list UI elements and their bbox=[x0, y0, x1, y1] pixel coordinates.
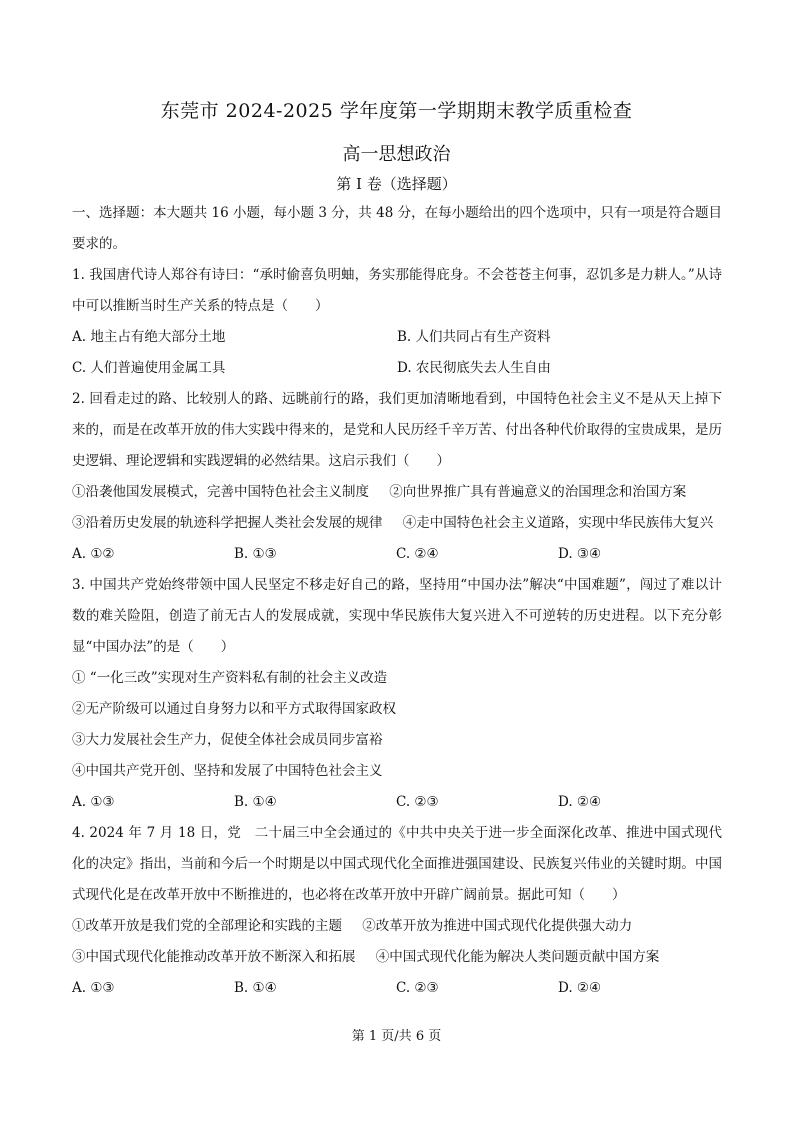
option-b: B. 人们共同占有生产资料 bbox=[397, 329, 551, 345]
question-stem: 4. 2024 年 7 月 18 日，党 二十届三中全会通过的《中共中央关于进一步全面深化改革、推进中国式现代化的决定》指出，当前和今后一个时期是以中国式现代化全面推进强国建设、民族复兴伟业的关键时期。中国式现代化是在改革开放中不断推进的，也必将在改革开放中开辟广阔前景。据此可知（ ） bbox=[72, 825, 722, 903]
options-row bbox=[72, 353, 722, 384]
question-3 bbox=[72, 570, 722, 818]
exam-subject: 高一思想政治 bbox=[342, 144, 451, 165]
statement-item: ②无产阶级可以通过自身努力以和平方式取得国家政权 bbox=[72, 701, 396, 717]
option-d: D. 农民彻底失去人生自由 bbox=[397, 360, 551, 376]
question-stem: 1. 我国唐代诗人郑谷有诗曰：“承时偷喜负明蚰，务实那能得庇身。不会苍苍主何事，忍饥多是力耕人。”从诗中可以推断当时生产关系的特点是（ ） bbox=[72, 267, 722, 314]
option-d: D. ③④ bbox=[558, 546, 602, 562]
exam-title: 东莞市 2024-2025 学年度第一学期期末教学质重检查 bbox=[160, 100, 633, 122]
option-c: C. ②④ bbox=[396, 546, 439, 562]
option-a: A. ①③ bbox=[72, 794, 115, 810]
options-row bbox=[72, 973, 722, 1004]
page-number: 第 1 页/共 6 页 bbox=[351, 1029, 442, 1044]
statement-item: ④中国共产党开创、坚持和发展了中国特色社会主义 bbox=[72, 763, 383, 779]
option-a: A. ①② bbox=[72, 546, 115, 562]
options-row bbox=[72, 539, 722, 570]
section-intro: 一、选择题：本大题共 16 小题，每小题 3 分，共 48 分，在每小题给出的四个选项中，只有一项是符合题目要求的。 bbox=[72, 205, 722, 252]
question-stem: 3. 中国共产党始终带领中国人民坚定不移走好自己的路，坚持用“中国办法”解决“中国难题”，闯过了难以计数的难关险阻，创造了前无古人的发展成就，实现中华民族伟大复兴进入不可逆转的历史进程。以下充分彰显“中国办法”的是（ ） bbox=[72, 577, 722, 655]
exam-volume: 第 I 卷（选择题） bbox=[336, 175, 457, 193]
option-b: B. ①④ bbox=[234, 794, 277, 810]
question-stem: 2. 回看走过的路、比较别人的路、远眺前行的路，我们更加清晰地看到，中国特色社会主义不是从天上掉下来的，而是在改革开放的伟大实践中得来的，是党和人民历经千辛万苦、付出各种代价取得的宝贵成果，是历史逻辑、理论逻辑和实践逻辑的必然结果。这启示我们（ ） bbox=[72, 391, 722, 469]
statement-item: ① “一化三改”实现对生产资料私有制的社会主义改造 bbox=[72, 670, 388, 686]
statement-item: ③大力发展社会生产力，促使全体社会成员同步富裕 bbox=[72, 732, 383, 748]
statement-item: ②改革开放为推进中国式现代化提供强大动力 bbox=[362, 918, 633, 934]
statement-item: ④中国式现代化能为解决人类问题贡献中国方案 bbox=[375, 949, 660, 965]
options-row bbox=[72, 787, 722, 818]
option-a: A. ①③ bbox=[72, 980, 115, 996]
question-1 bbox=[72, 260, 722, 384]
question-4 bbox=[72, 818, 722, 1004]
option-c: C. ②③ bbox=[396, 794, 439, 810]
option-c: C. 人们普遍使用金属工具 bbox=[72, 360, 226, 376]
option-b: B. ①③ bbox=[234, 546, 277, 562]
statement-item: ①沿袭他国发展模式，完善中国特色社会主义制度 bbox=[72, 484, 369, 500]
option-b: B. ①④ bbox=[234, 980, 277, 996]
statement-item: ③沿着历史发展的轨迹科学把握人类社会发展的规律 bbox=[72, 515, 383, 531]
statement-item: ②向世界推广具有普遍意义的治国理念和治国方案 bbox=[389, 484, 687, 500]
question-2 bbox=[72, 384, 722, 570]
statement-item: ④走中国特色社会主义道路，实现中华民族伟大复兴 bbox=[402, 515, 714, 531]
statement-item: ①改革开放是我们党的全部理论和实践的主题 bbox=[72, 918, 342, 934]
option-c: C. ②③ bbox=[396, 980, 439, 996]
options-row bbox=[72, 322, 722, 353]
option-d: D. ②④ bbox=[558, 980, 602, 996]
option-a: A. 地主占有绝大部分土地 bbox=[72, 329, 226, 345]
statement-item: ③中国式现代化能推动改革开放不断深入和拓展 bbox=[72, 949, 356, 965]
option-d: D. ②④ bbox=[558, 794, 602, 810]
exam-content bbox=[72, 198, 722, 1004]
